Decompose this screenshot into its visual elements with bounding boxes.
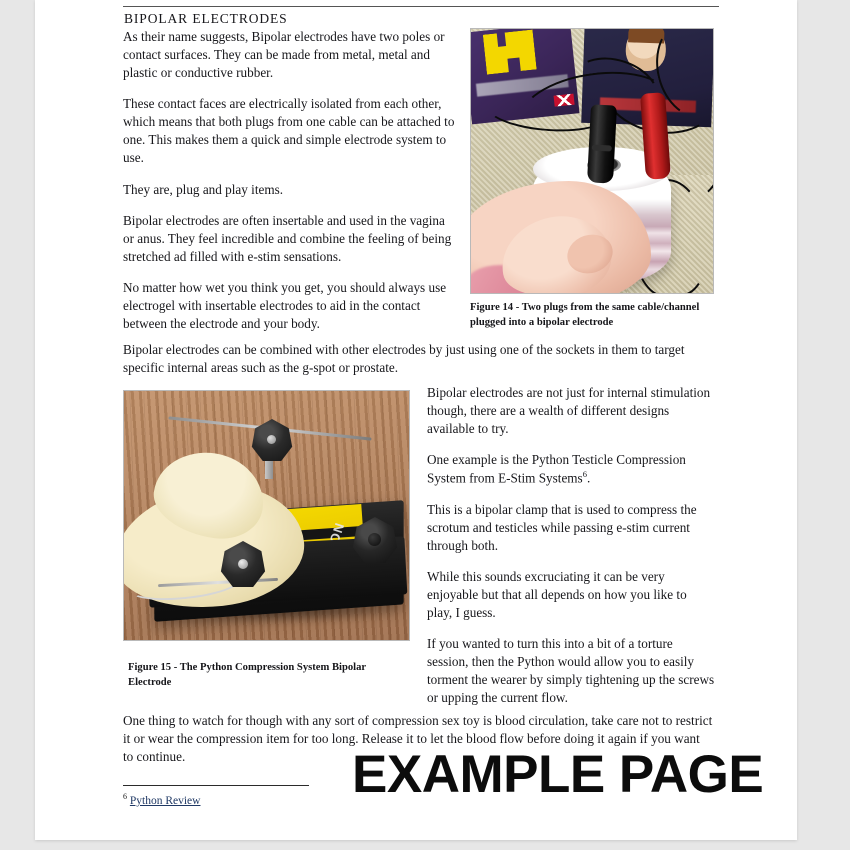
figure-15 bbox=[123, 390, 410, 690]
paragraph-text: One example is the Python Testicle Compression System from E-Stim Systems bbox=[427, 452, 686, 486]
footnote-reference-marker[interactable]: 6 bbox=[582, 469, 587, 480]
left-text-column bbox=[123, 28, 459, 346]
paragraph-text-end: . bbox=[586, 470, 591, 486]
section-heading: BIPOLAR ELECTRODES bbox=[124, 11, 288, 26]
paragraph: If you wanted to turn this into a bit of a torture session, then the Python would allow you to easily torment the wearer by simply tightening up the screws or upping the current flow. bbox=[427, 636, 715, 706]
figure-15-caption: Figure 15 - The Python Compression System Bipolar Electrode bbox=[128, 662, 366, 688]
document-page bbox=[35, 0, 797, 840]
footnote-separator-rule bbox=[123, 785, 309, 786]
paragraph: They are, plug and play items. bbox=[123, 181, 284, 197]
photo-black-plug bbox=[587, 104, 617, 183]
right-text-column bbox=[427, 384, 715, 721]
paragraph: Bipolar electrodes are often insertable and used in the vagina or anus. They feel incredible and combine the feeling of being stretched ad filled with e-stim sensations. bbox=[123, 212, 452, 264]
figure-15-photo bbox=[123, 390, 410, 641]
page-content-area bbox=[123, 0, 719, 840]
figure-14-photo bbox=[470, 28, 714, 294]
figure-14-caption: Figure 14 - Two plugs from the same cable/channel plugged into a bipolar electrode bbox=[470, 302, 700, 328]
paragraph: As their name suggests, Bipolar electrodes have two poles or contact surfaces. They can be made from metal, metal and plastic or conductive rubber. bbox=[123, 29, 445, 81]
paragraph: These contact faces are electrically isolated from each other, which means that both plugs from one cable can be attached to one. This makes them a quick and simple electrode system to use. bbox=[123, 96, 455, 166]
paragraph-with-footnote bbox=[427, 451, 715, 488]
paragraph: No matter how wet you think you get, you should always use electrogel with insertable electrodes to aid in the contact between the electrode and your body. bbox=[123, 279, 447, 332]
figure-14 bbox=[470, 28, 714, 330]
paragraph: Bipolar electrodes are not just for internal stimulation though, there are a wealth of different designs available to try. bbox=[427, 385, 711, 437]
paragraph: While this sounds excruciating it can be very enjoyable but that all depends on how you like to play, I guess. bbox=[427, 569, 687, 621]
paragraph: This is a bipolar clamp that is used to compress the scrotum and testicles while passing e-stim current through both. bbox=[427, 501, 697, 553]
paragraph: Bipolar electrodes can be combined with other electrodes by just using one of the sockets in them to target specific internal areas such as the g-spot or prostate. bbox=[123, 342, 685, 376]
paragraph: One thing to watch for though with any sort of compression sex toy is blood circulation, take care not to restrict it or wear the compression item for too long. Release it to let the blood flow before doing it again if you want to continue. bbox=[123, 713, 713, 765]
example-page-watermark: EXAMPLE PAGE bbox=[352, 745, 764, 804]
footnote-link[interactable]: Python Review bbox=[129, 794, 201, 807]
footnote-number: 6 bbox=[123, 792, 127, 801]
photo-brand-logo bbox=[483, 30, 537, 75]
full-width-text-block bbox=[123, 341, 713, 390]
